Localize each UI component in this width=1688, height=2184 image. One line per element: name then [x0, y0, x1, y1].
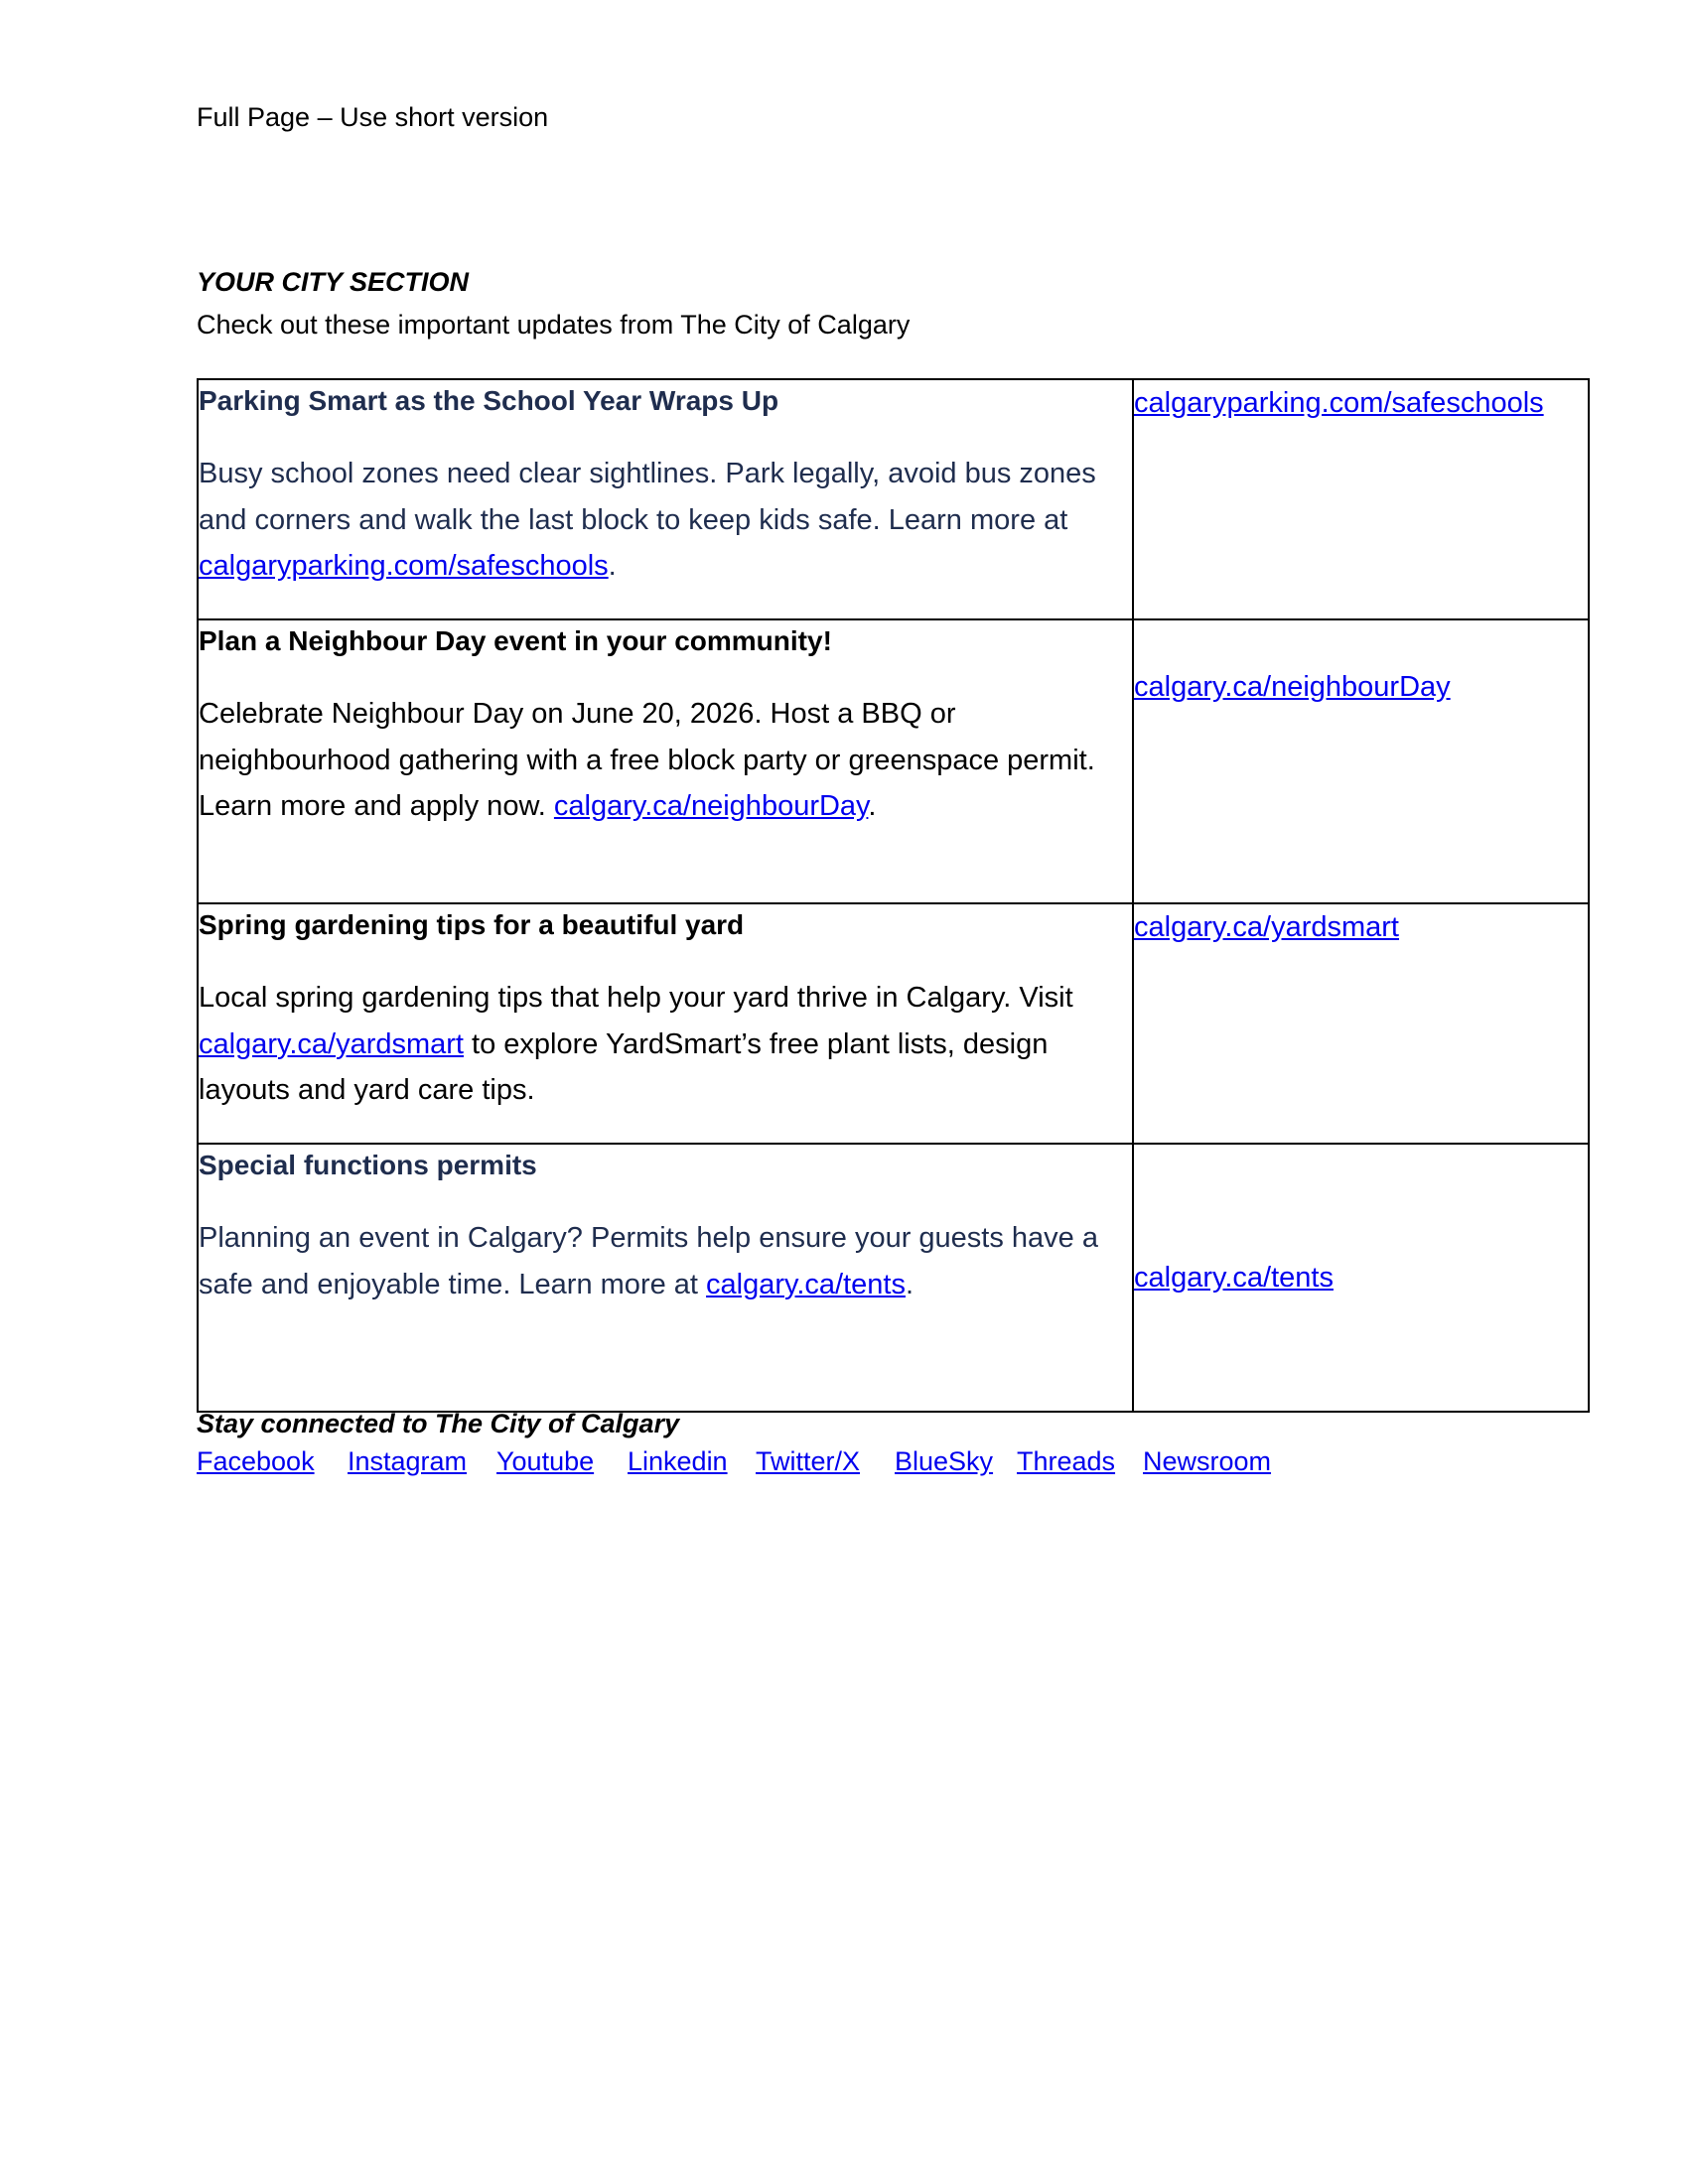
youtube-link[interactable]: Youtube	[496, 1446, 595, 1476]
item-body-text: to explore YardSmart’s free plant lists, design layouts and yard care tips.	[199, 1027, 1049, 1106]
table-row	[198, 379, 1589, 619]
item-title: Spring gardening tips for a beautiful yard	[199, 909, 745, 940]
inline-link[interactable]: calgary.ca/tents	[706, 1268, 906, 1300]
side-link-neighbourday[interactable]: calgary.ca/neighbourDay	[1134, 671, 1451, 703]
side-link-yardsmart[interactable]: calgary.ca/yardsmart	[1134, 911, 1399, 943]
table-row	[198, 619, 1589, 903]
item-body	[199, 691, 1132, 830]
item-body	[199, 1215, 1132, 1307]
document-label: Full Page – Use short version	[197, 102, 549, 132]
item-body-text: Celebrate Neighbour Day on June 20, 2026. Host a BBQ or neighbourhood gathering with a free block party or greenspace permit. Learn more and apply now.	[199, 698, 1095, 822]
item-content-cell	[198, 379, 1133, 619]
item-link-cell	[1133, 379, 1589, 619]
item-link-cell	[1133, 903, 1589, 1144]
item-link-cell	[1133, 1144, 1589, 1412]
item-body-text: Local spring gardening tips that help your yard thrive in Calgary. Visit	[199, 982, 1073, 1014]
instagram-link[interactable]: Instagram	[348, 1446, 468, 1476]
item-link-cell	[1133, 619, 1589, 903]
item-content-cell	[198, 903, 1133, 1144]
item-body	[199, 451, 1132, 590]
inline-link[interactable]: calgary.ca/yardsmart	[199, 1027, 464, 1060]
inline-link[interactable]: calgary.ca/neighbourDay	[553, 790, 869, 822]
linkedin-link[interactable]: Linkedin	[628, 1446, 728, 1476]
threads-link[interactable]: Threads	[1017, 1446, 1116, 1476]
newsroom-link[interactable]: Newsroom	[1143, 1446, 1272, 1476]
item-title: Parking Smart as the School Year Wraps Up	[199, 385, 779, 416]
side-link-safeschools[interactable]: calgaryparking.com/safeschools	[1134, 387, 1544, 419]
item-body-text: Planning an event in Calgary? Permits help ensure your guests have a safe and enjoyable time. Learn more at	[199, 1222, 1098, 1300]
inline-link[interactable]: calgaryparking.com/safeschools	[199, 550, 609, 582]
item-content-cell	[198, 1144, 1133, 1412]
updates-table	[197, 378, 1590, 1413]
item-title: Special functions permits	[199, 1150, 537, 1180]
twitter-x-link[interactable]: Twitter/X	[756, 1446, 861, 1476]
table-row	[198, 1144, 1589, 1412]
item-body-text: .	[905, 1268, 914, 1300]
item-body-text: Busy school zones need clear sightlines. Park legally, avoid bus zones and corners and walk the last block to keep kids safe. Learn more at	[199, 458, 1096, 536]
item-body	[199, 975, 1132, 1114]
side-link-tents[interactable]: calgary.ca/tents	[1134, 1261, 1334, 1294]
item-title: Plan a Neighbour Day event in your community!	[199, 625, 832, 656]
item-content-cell	[198, 619, 1133, 903]
stay-connected-title: Stay connected to The City of Calgary	[197, 1409, 680, 1438]
section-subtitle: Check out these important updates from The City of Calgary	[197, 310, 911, 340]
item-body-text: .	[868, 790, 877, 822]
bluesky-link[interactable]: BlueSky	[895, 1446, 994, 1476]
facebook-link[interactable]: Facebook	[197, 1446, 315, 1476]
table-row	[198, 903, 1589, 1144]
item-body-text: .	[608, 550, 617, 582]
section-title: YOUR CITY SECTION	[197, 267, 470, 297]
